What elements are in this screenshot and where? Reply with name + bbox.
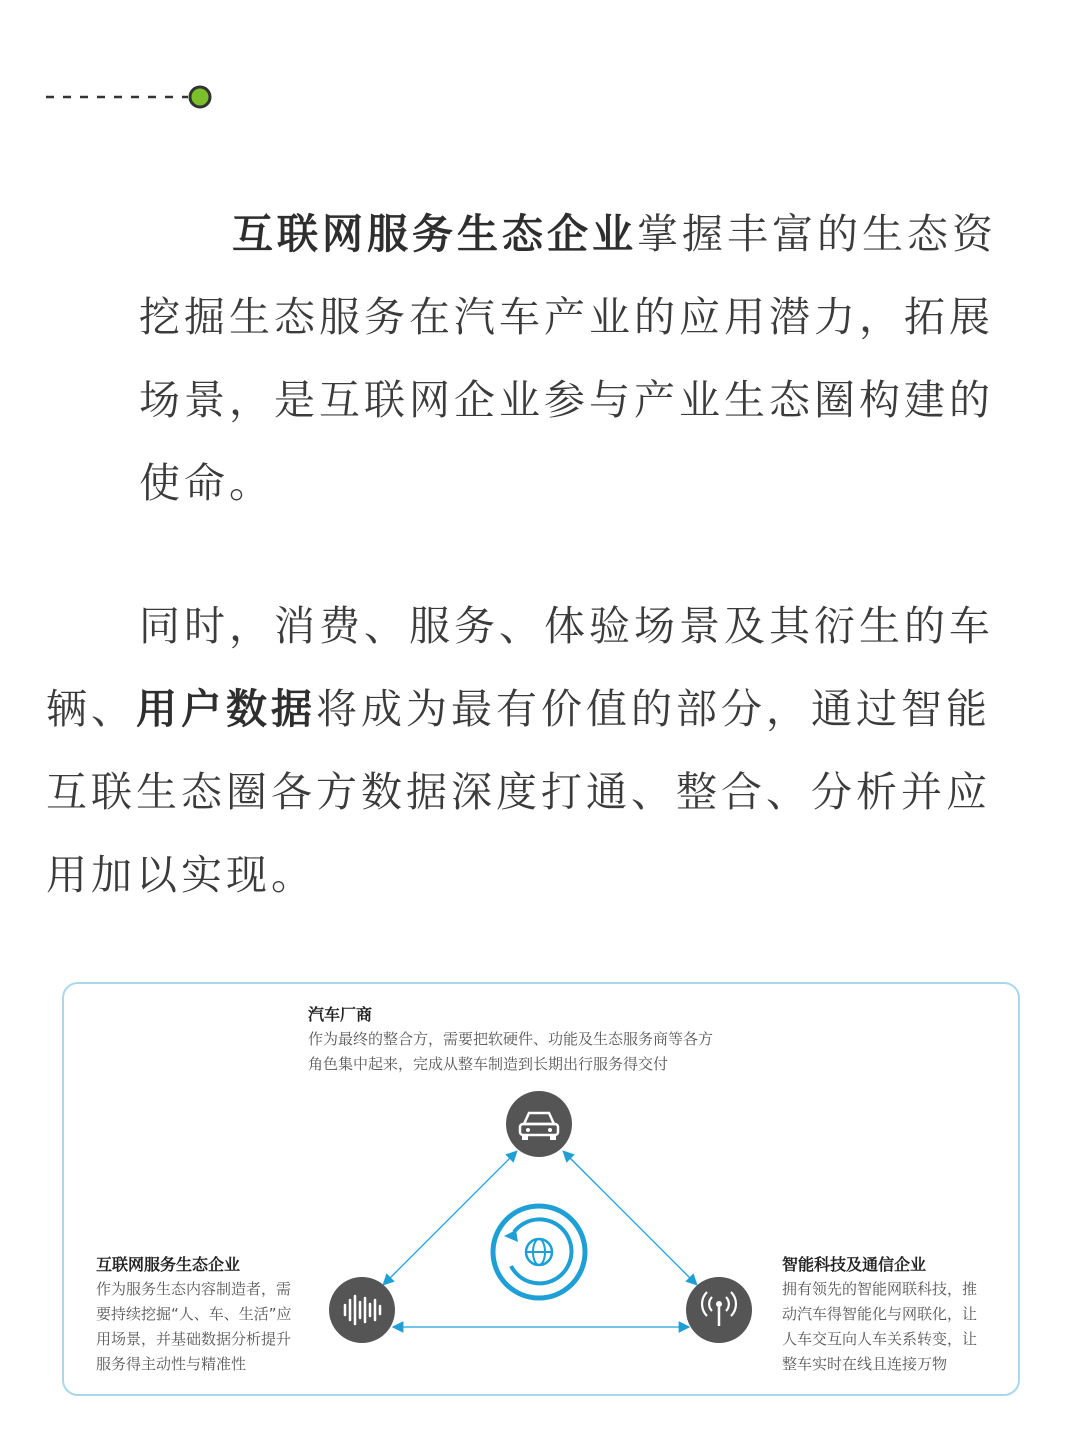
ecosystem-diagram [62, 982, 1020, 1396]
car-icon [506, 1091, 572, 1157]
bold-lead: 互联网服务生态企业 [232, 210, 637, 258]
bold-user-data: 用户数据 [136, 685, 316, 733]
text-block-tech-telecom: 智能科技及通信企业 拥有领先的智能网联科技，推 动汽车得智能化与网联化，让 人车交互向人车关系转变，让 整车实时在线且连接万物 [782, 1255, 978, 1373]
paragraph-2: 同时，消费、服务、体验场景及其衍生的车 辆、用户数据将成为最有价值的部分，通过智能 互联生态圈各方数据深度打通、整合、分析并应 用加以实现。 [46, 602, 994, 899]
paragraph-1: 互联网服务生态企业掌握丰富的生态资 挖掘生态服务在汽车产业的应用潜力，拓展 场景，是互联网企业参与产业生态圈构建的 使命。 [139, 210, 997, 507]
text-block-internet-service: 互联网服务生态企业 作为服务生态内容制造者，需 要持续挖掘“人、车、生活”应 用场景，并基础数据分析提升 服务得主动性与精准性 [96, 1255, 292, 1373]
divider-dot-icon [190, 87, 210, 107]
section-divider [46, 84, 221, 110]
signal-tower-icon [686, 1277, 752, 1343]
text-block-automaker: 汽车厂商 作为最终的整合方，需要把软硬件、功能及生态服务商等各方 角色集中起来，完成从整车制造到长期出行服务得交付 [308, 1005, 714, 1073]
globe-cycle-icon [493, 1206, 585, 1298]
sound-wave-icon [329, 1277, 395, 1343]
